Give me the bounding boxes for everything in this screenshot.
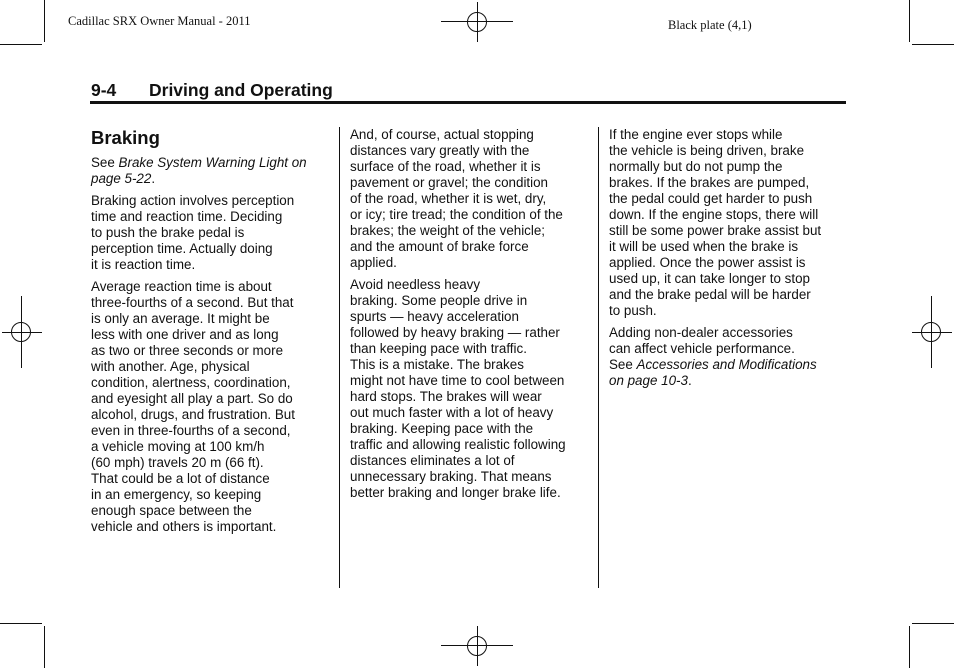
text-line: vehicle and others is important. [91, 519, 277, 534]
registration-mark-bottom [441, 624, 513, 668]
paragraph: Adding non-dealer accessories can affect vehicle performance. See Accessories and Modifications on page 10-3. [609, 325, 817, 388]
running-header-plate: Black plate (4,1) [668, 18, 752, 32]
text-line: it will be used when the brake is [609, 239, 799, 254]
text-line: condition, alertness, coordination, [91, 375, 291, 390]
column-1 [91, 127, 331, 541]
see-reference-link[interactable]: Brake System Warning Light on page 5-22 [91, 155, 307, 186]
see-reference-link[interactable]: Accessories and Modifications on page 10-3 [609, 357, 817, 388]
text-line: distances vary greatly with the [350, 143, 530, 158]
paragraph [350, 127, 590, 271]
column-3 [609, 127, 845, 395]
text-line: might not have time to cool between [350, 373, 565, 388]
paragraph [350, 277, 590, 501]
text-line: the vehicle is being driven, brake [609, 143, 805, 158]
header-rule [90, 101, 846, 104]
crop-mark [0, 623, 42, 624]
text-line: three-fourths of a second. But that [91, 295, 294, 310]
see-reference: See Brake System Warning Light on page 5-22. [91, 155, 307, 186]
registration-mark-right [910, 296, 954, 368]
text-line: and the amount of brake force [350, 239, 529, 254]
text-line: And, of course, actual stopping [350, 127, 534, 142]
text-line: alcohol, drugs, and frustration. But [91, 407, 295, 422]
crop-mark [912, 44, 954, 45]
text-line: Braking action involves perception [91, 193, 295, 208]
text-line: enough space between the [91, 503, 252, 518]
text-line: of the road, whether it is wet, dry, [350, 191, 547, 206]
text-line: hard stops. The brakes will wear [350, 389, 542, 404]
text-line: braking. Some people drive in [350, 293, 528, 308]
section-header [91, 80, 333, 101]
text-line: can affect vehicle performance. [609, 341, 795, 356]
text-line: used up, it can take longer to stop [609, 271, 810, 286]
crop-mark [909, 0, 910, 42]
column-divider [339, 127, 340, 588]
text-line: Adding non-dealer accessories [609, 325, 793, 340]
text-line: Average reaction time is about [91, 279, 272, 294]
text-line: distances eliminates a lot of [350, 453, 515, 468]
crop-mark [909, 626, 910, 668]
registration-mark-left [0, 296, 44, 368]
text-line: surface of the road, whether it is [350, 159, 541, 174]
text-line: spurts — heavy acceleration [350, 309, 519, 324]
section-number: 9-4 [91, 80, 117, 100]
crop-mark [912, 623, 954, 624]
registration-mark-top [441, 0, 513, 44]
text-line: That could be a lot of distance [91, 471, 270, 486]
crop-mark [44, 0, 45, 42]
text-line: braking. Keeping pace with the [350, 421, 534, 436]
text-line: This is a mistake. The brakes [350, 357, 524, 372]
column-divider [598, 127, 599, 588]
paragraph [91, 193, 331, 273]
text-line: pavement or gravel; the condition [350, 175, 549, 190]
text-line: traffic and allowing realistic following [350, 437, 566, 452]
text-line: brakes; the weight of the vehicle; [350, 223, 546, 238]
text-line: followed by heavy braking — rather [350, 325, 560, 340]
text-line: normally but do not pump the [609, 159, 783, 174]
text-line: down. If the engine stops, there will [609, 207, 819, 222]
column-2 [350, 127, 590, 507]
text-line: unnecessary braking. That means [350, 469, 552, 484]
text-line: or icy; tire tread; the condition of the [350, 207, 563, 222]
text-line: brakes. If the brakes are pumped, [609, 175, 810, 190]
text-line: is only an average. It might be [91, 311, 270, 326]
text-line: less with one driver and as long [91, 327, 279, 342]
text-line: and eyesight all play a part. So do [91, 391, 293, 406]
text-line: a vehicle moving at 100 km/h [91, 439, 265, 454]
text-line: (60 mph) travels 20 m (66 ft). [91, 455, 264, 470]
text-line: the pedal could get harder to push [609, 191, 813, 206]
running-header-title: Cadillac SRX Owner Manual - 2011 [68, 14, 251, 28]
text-line: in an emergency, so keeping [91, 487, 262, 502]
text-line: perception time. Actually doing [91, 241, 273, 256]
text-line: applied. Once the power assist is [609, 255, 806, 270]
crop-mark [0, 44, 42, 45]
crop-mark [44, 626, 45, 668]
text-line: time and reaction time. Deciding [91, 209, 283, 224]
paragraph [609, 127, 845, 319]
text-line: to push the brake pedal is [91, 225, 245, 240]
text-line: it is reaction time. [91, 257, 196, 272]
text-line: and the brake pedal will be harder [609, 287, 811, 302]
text-line: If the engine ever stops while [609, 127, 783, 142]
text-line: applied. [350, 255, 397, 270]
text-line: out much faster with a lot of heavy [350, 405, 554, 420]
text-line: to push. [609, 303, 657, 318]
section-title: Driving and Operating [149, 80, 333, 100]
text-line: still be some power brake assist but [609, 223, 822, 238]
text-line: than keeping pace with traffic. [350, 341, 527, 356]
text-line: Avoid needless heavy [350, 277, 481, 292]
text-line: as two or three seconds or more [91, 343, 284, 358]
text-line: with another. Age, physical [91, 359, 250, 374]
topic-title: Braking [91, 127, 160, 148]
text-line: even in three-fourths of a second, [91, 423, 291, 438]
paragraph [91, 279, 331, 535]
text-line: better braking and longer brake life. [350, 485, 561, 500]
